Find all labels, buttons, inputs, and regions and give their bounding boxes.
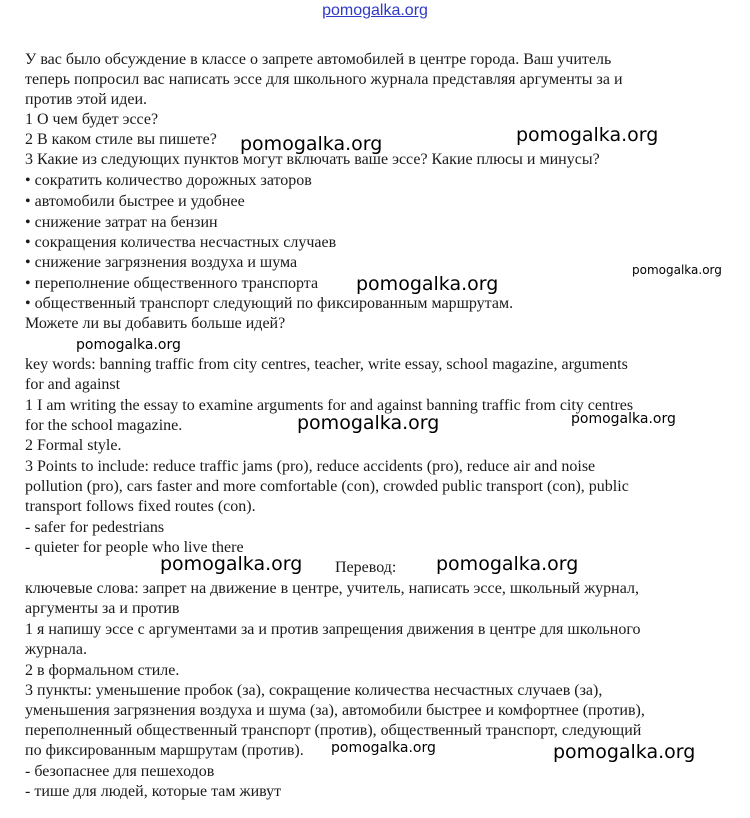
task-bullet-7: • общественный транспорт следующий по фиксированным маршрутам. [25,295,514,312]
answer-keywords-line-1: key words: banning traffic from city centres, teacher, write essay, school magazine, arguments [25,356,628,373]
answer-extra-2: - quieter for people who live there [25,539,244,556]
watermark: pomogalka.org [516,124,659,146]
task-bullet-1: • сократить количество дорожных заторов [25,172,312,189]
answer-item1-line-1: 1 I am writing the essay to examine arguments for and against banning traffic from city centres [25,397,634,414]
translation-item2: 2 в формальном стиле. [25,662,180,679]
watermark: pomogalka.org [356,273,499,295]
task-bullet-6: • переполнение общественного транспорта [25,275,319,292]
task-bullet-2: • автомобили быстрее и удобнее [25,193,245,210]
translation-item1-line-2: журнала. [25,641,87,658]
answer-item3-line-3: transport follows fixed routes (con). [25,498,256,515]
task-intro-line-3: против этой идеи. [25,91,148,108]
translation-extra-2: - тише для людей, которые там живут [25,783,282,800]
task-question-1: 1 О чем будет эссе? [25,111,159,128]
answer-keywords-line-2: for and against [25,376,121,393]
watermark: pomogalka.org [76,337,181,353]
task-question-3: 3 Какие из следующих пунктов могут включать ваше эссе? Какие плюсы и минусы? [25,151,600,168]
watermark: pomogalka.org [571,411,676,427]
watermark: pomogalka.org [553,741,696,763]
translation-item3-line-1: 3 пункты: уменьшение пробок (за), сокращение количества несчастных случаев (за), [25,682,603,699]
site-link[interactable]: pomogalka.org [322,2,428,19]
task-more-ideas: Можете ли вы добавить больше идей? [25,315,286,332]
translation-item1-line-1: 1 я напишу эссе с аргументами за и против запрещения движения в центре для школьного [25,621,641,638]
answer-item3-line-2: pollution (pro), cars faster and more comfortable (con), crowded public transport (con), public [25,478,629,495]
translation-keywords-line-2: аргументы за и против [25,600,180,617]
answer-extra-1: - safer for pedestrians [25,519,165,536]
task-bullet-5: • снижение загрязнения воздуха и шума [25,254,298,271]
answer-item1-line-2: for the school magazine. [25,417,183,434]
task-bullet-3: • снижение затрат на бензин [25,214,218,231]
task-question-2: 2 В каком стиле вы пишете? [25,131,217,148]
watermark: pomogalka.org [436,553,579,575]
translation-item3-line-2: уменьшения загрязнения воздуха и шума (за), автомобили быстрее и комфортнее (против), [25,702,645,719]
watermark: pomogalka.org [331,740,436,756]
watermark: pomogalka.org [160,553,303,575]
task-intro-line-2: теперь попросил вас написать эссе для школьного журнала представляя аргументы за и [25,71,623,88]
task-intro-line-1: У вас было обсуждение в классе о запрете автомобилей в центре города. Ваш учитель [25,51,612,68]
translation-item3-line-4: по фиксированным маршрутам (против). [25,742,304,759]
answer-item2: 2 Formal style. [25,437,122,454]
translation-keywords-line-1: ключевые слова: запрет на движение в центре, учитель, написать эссе, школьный журнал, [25,580,639,597]
task-bullet-4: • сокращения количества несчастных случаев [25,234,337,251]
translation-extra-1: - безопаснее для пешеходов [25,763,215,780]
watermark: pomogalka.org [632,263,722,277]
answer-item3-line-1: 3 Points to include: reduce traffic jams (pro), reduce accidents (pro), reduce air and noise [25,458,596,475]
translation-item3-line-3: переполненный общественный транспорт (против), общественный транспорт, следующий [25,722,642,739]
watermark: pomogalka.org [297,412,440,434]
translation-heading: Перевод: [335,559,397,576]
watermark: pomogalka.org [240,133,383,155]
